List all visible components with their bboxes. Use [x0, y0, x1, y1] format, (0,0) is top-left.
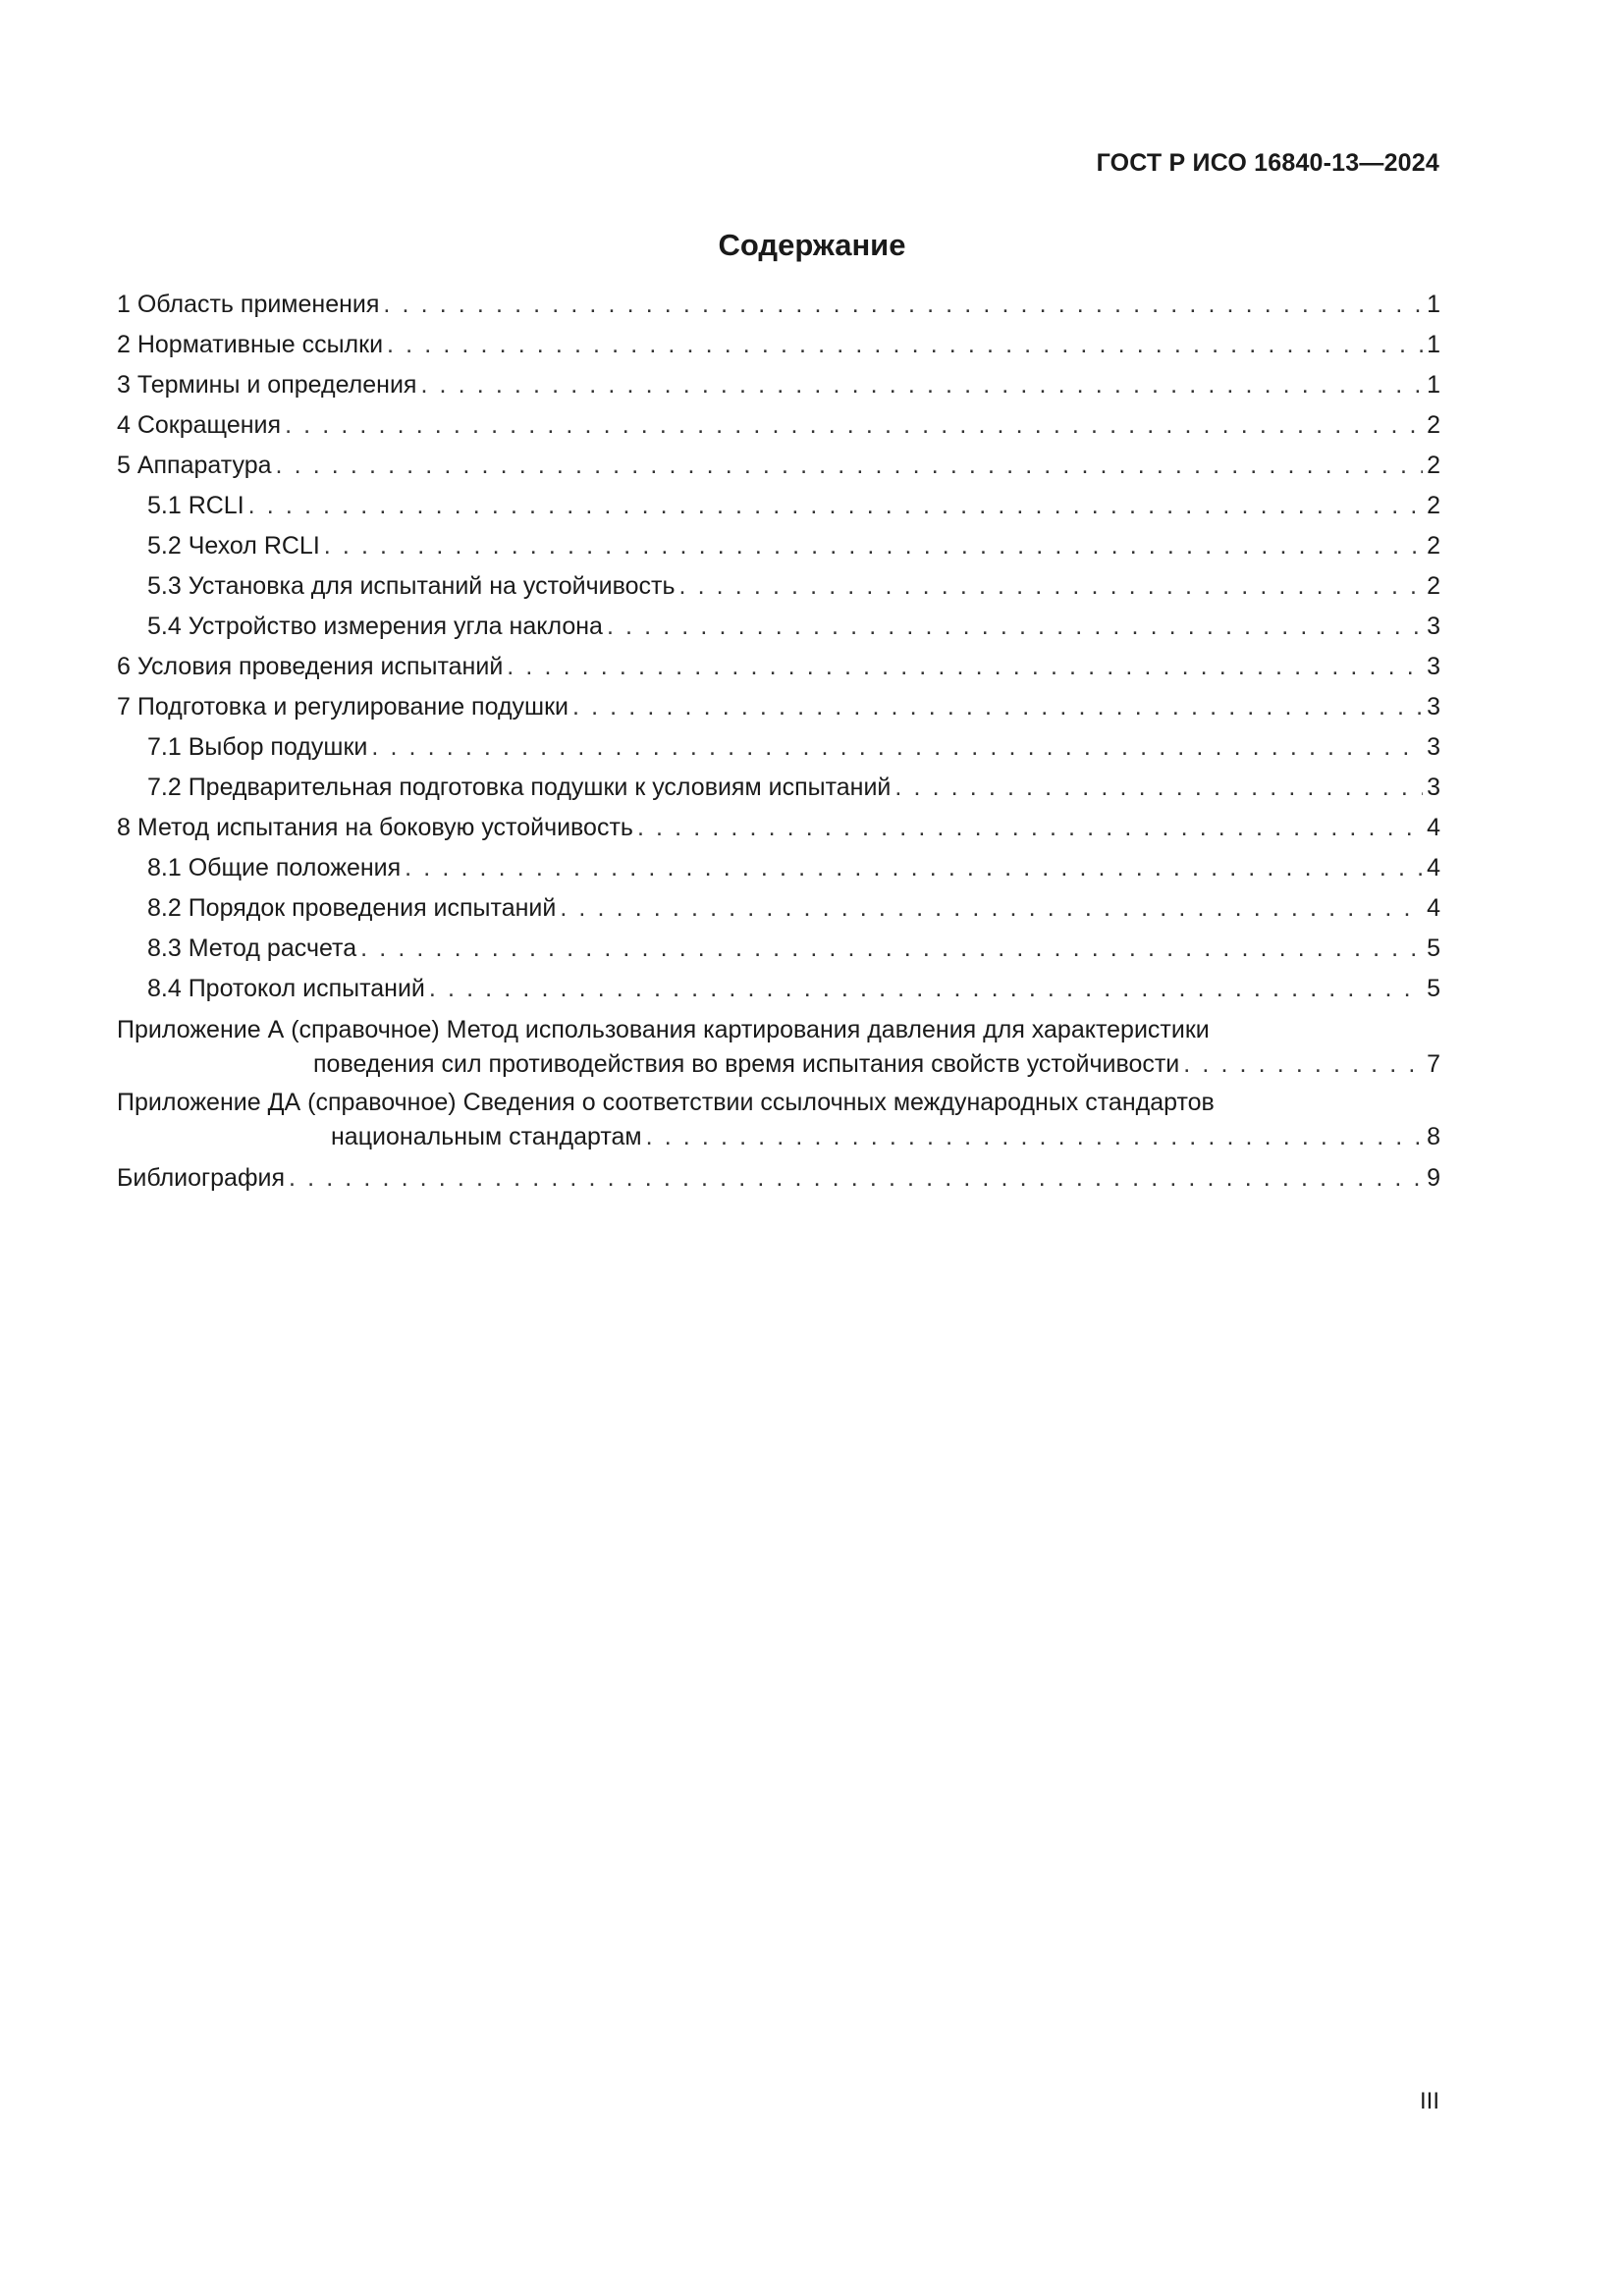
- toc-entry-5-4[interactable]: [117, 607, 1440, 647]
- toc-entry-8[interactable]: [117, 808, 1440, 848]
- toc-entry-label: 8 Метод испытания на боковую устойчивость: [117, 814, 633, 841]
- toc-entry-label: 7 Подготовка и регулирование подушки: [117, 693, 568, 721]
- toc-leader-dots: [429, 969, 1423, 1009]
- toc-entry-5-1[interactable]: [117, 486, 1440, 526]
- toc-entry-label: 5.3 Установка для испытаний на устойчивость: [147, 572, 676, 600]
- toc-leader-dots: [387, 325, 1423, 365]
- toc-entry-page: 3: [1427, 733, 1440, 761]
- toc-leader-dots: [289, 1158, 1423, 1199]
- toc-entry-4[interactable]: [117, 405, 1440, 446]
- toc-leader-dots: [637, 808, 1423, 848]
- toc-leader-dots: [285, 405, 1423, 446]
- toc-entry-bibliography[interactable]: [117, 1158, 1440, 1199]
- toc-entry-8-4[interactable]: [117, 969, 1440, 1009]
- toc-entry-page: 1: [1427, 371, 1440, 399]
- toc-leader-dots: [405, 848, 1423, 888]
- toc-entry-label: 1 Область применения: [117, 291, 380, 318]
- toc-entry-page: 2: [1427, 452, 1440, 479]
- toc-entry-2[interactable]: [117, 325, 1440, 365]
- toc-leader-dots: [383, 285, 1423, 325]
- toc-leader-dots: [894, 768, 1423, 808]
- toc-annex-title: Приложение ДА (справочное) Сведения о соответствии ссылочных международных стандартов: [117, 1089, 1215, 1116]
- toc-entry-page: 8: [1427, 1123, 1440, 1150]
- toc-entry-label: Библиография: [117, 1164, 286, 1192]
- toc-leader-dots: [507, 647, 1423, 687]
- toc-entry-page: 5: [1427, 934, 1440, 962]
- table-of-contents: [117, 285, 1440, 1199]
- toc-entry-page: 3: [1427, 653, 1440, 680]
- toc-entry-label: 5.2 Чехол RCLI: [147, 532, 320, 560]
- toc-leader-dots: [360, 929, 1423, 969]
- page-number: III: [1419, 2088, 1439, 2114]
- toc-leader-dots: [324, 526, 1423, 566]
- toc-leader-dots: [646, 1120, 1423, 1154]
- toc-leader-dots: [248, 486, 1423, 526]
- toc-annex-da[interactable]: [117, 1086, 1440, 1154]
- toc-entry-page: 3: [1427, 774, 1440, 801]
- toc-entry-label: 2 Нормативные ссылки: [117, 331, 384, 358]
- toc-entry-label: 7.2 Предварительная подготовка подушки к условиям испытаний: [147, 774, 892, 801]
- toc-entry-3[interactable]: [117, 365, 1440, 405]
- toc-entry-page: 2: [1427, 492, 1440, 519]
- toc-entry-page: 1: [1427, 331, 1440, 358]
- toc-leader-dots: [572, 687, 1423, 727]
- toc-entry-label: 5.1 RCLI: [147, 492, 244, 519]
- toc-annex-title-cont: поведения сил противодействия во время испытания свойств устойчивости: [313, 1050, 1180, 1078]
- toc-entry-7-1[interactable]: [117, 727, 1440, 768]
- toc-title: Содержание: [718, 228, 906, 262]
- toc-leader-dots: [276, 446, 1424, 486]
- toc-entry-page: 3: [1427, 613, 1440, 640]
- toc-entry-label: 5 Аппаратура: [117, 452, 272, 479]
- toc-leader-dots: [678, 566, 1423, 607]
- toc-entry-5[interactable]: [117, 446, 1440, 486]
- toc-entry-label: 8.1 Общие положения: [147, 854, 402, 881]
- toc-entry-page: 9: [1427, 1164, 1440, 1192]
- toc-entry-label: 3 Термины и определения: [117, 371, 417, 399]
- toc-entry-page: 5: [1427, 975, 1440, 1002]
- toc-entry-8-2[interactable]: [117, 888, 1440, 929]
- toc-annex-title-cont: национальным стандартам: [331, 1123, 642, 1150]
- toc-entry-label: 6 Условия проведения испытаний: [117, 653, 504, 680]
- toc-entry-5-3[interactable]: [117, 566, 1440, 607]
- toc-entry-6[interactable]: [117, 647, 1440, 687]
- toc-entry-7-2[interactable]: [117, 768, 1440, 808]
- toc-entry-label: 8.4 Протокол испытаний: [147, 975, 425, 1002]
- toc-entry-page: 7: [1427, 1050, 1440, 1078]
- toc-entry-8-3[interactable]: [117, 929, 1440, 969]
- toc-entry-label: 4 Сокращения: [117, 411, 282, 439]
- toc-entry-page: 2: [1427, 532, 1440, 560]
- toc-entry-5-2[interactable]: [117, 526, 1440, 566]
- toc-entry-label: 8.2 Порядок проведения испытаний: [147, 894, 557, 922]
- toc-entry-page: 2: [1427, 411, 1440, 439]
- toc-entry-label: 7.1 Выбор подушки: [147, 733, 368, 761]
- toc-entry-8-1[interactable]: [117, 848, 1440, 888]
- toc-entry-page: 1: [1427, 291, 1440, 318]
- toc-entry-label: 5.4 Устройство измерения угла наклона: [147, 613, 603, 640]
- toc-entry-page: 4: [1427, 894, 1440, 922]
- toc-leader-dots: [371, 727, 1423, 768]
- toc-entry-1[interactable]: [117, 285, 1440, 325]
- toc-leader-dots: [560, 888, 1423, 929]
- toc-leader-dots: [607, 607, 1423, 647]
- toc-entry-page: 4: [1427, 854, 1440, 881]
- toc-entry-label: 8.3 Метод расчета: [147, 934, 357, 962]
- toc-entry-page: 2: [1427, 572, 1440, 600]
- document-code: ГОСТ Р ИСО 16840-13—2024: [1096, 149, 1439, 177]
- toc-entry-page: 4: [1427, 814, 1440, 841]
- toc-annex-a[interactable]: [117, 1013, 1440, 1082]
- toc-leader-dots: [1183, 1047, 1423, 1082]
- toc-leader-dots: [420, 365, 1423, 405]
- toc-entry-7[interactable]: [117, 687, 1440, 727]
- toc-annex-title: Приложение А (справочное) Метод использования картирования давления для характеристики: [117, 1016, 1210, 1043]
- toc-entry-page: 3: [1427, 693, 1440, 721]
